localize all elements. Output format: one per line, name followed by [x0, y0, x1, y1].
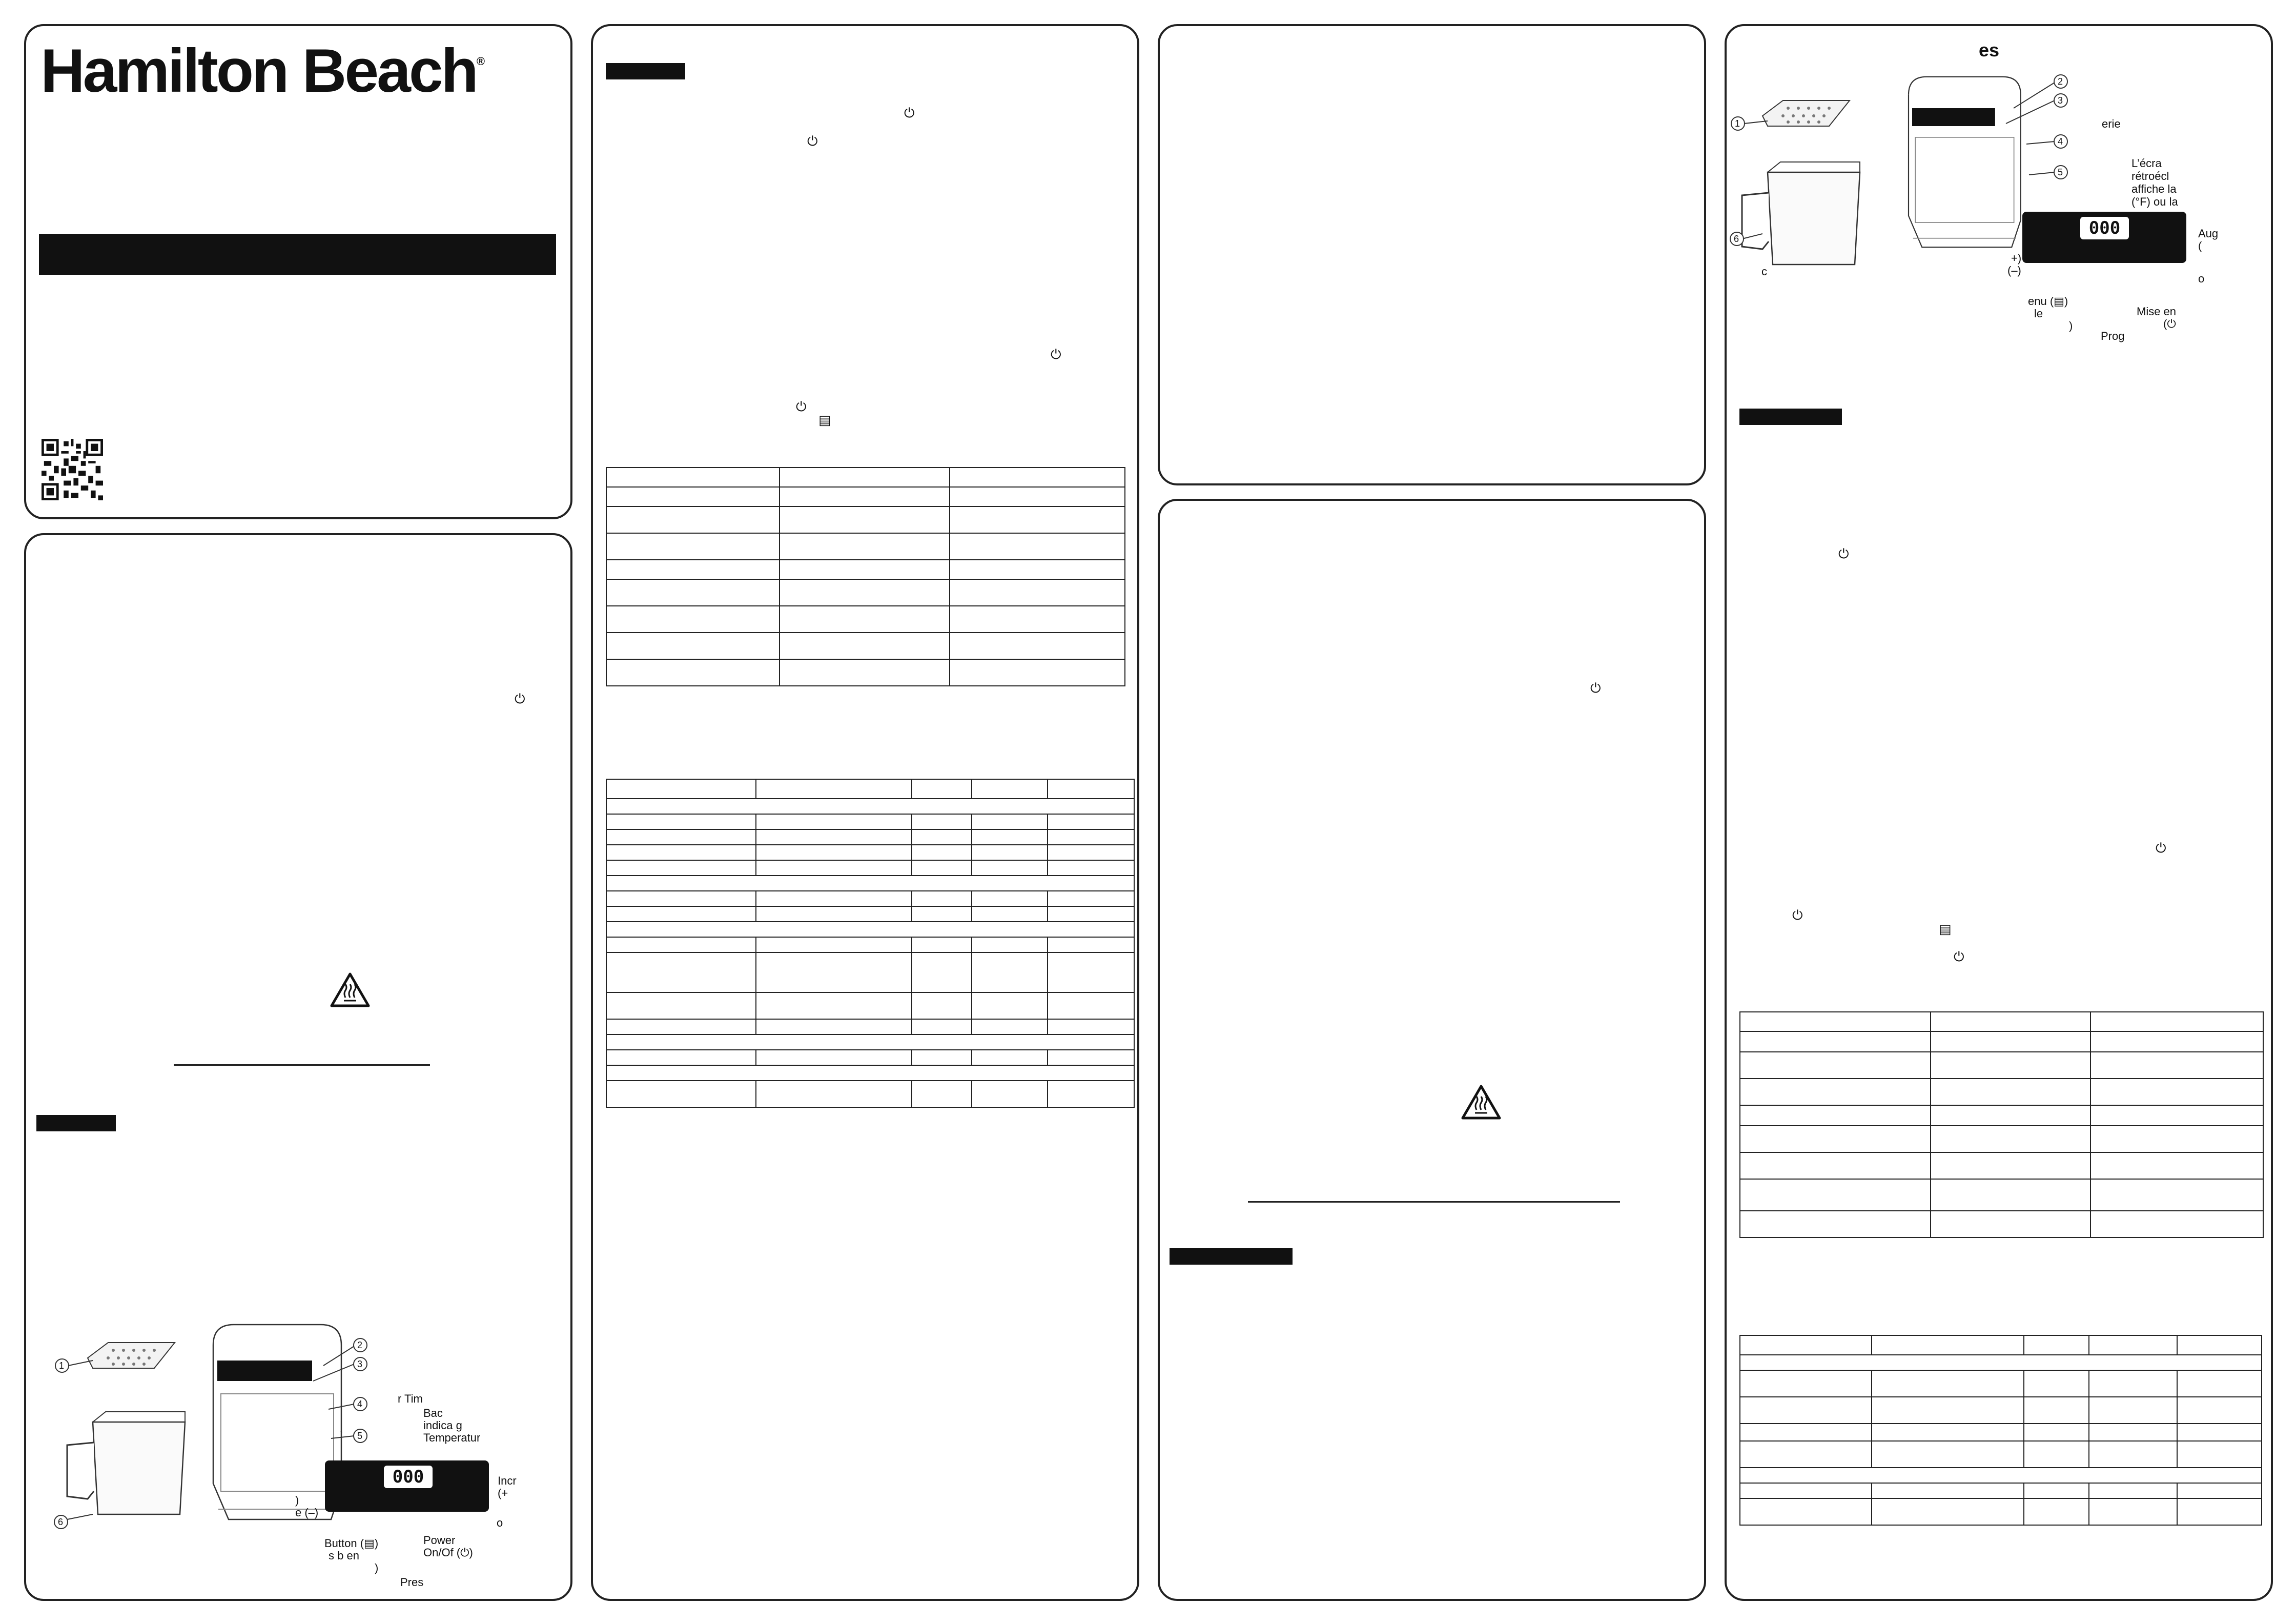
label-menu-2-en: s b en — [329, 1549, 359, 1562]
callout-6: 6 — [1734, 234, 1739, 244]
label-screen-2-fr: rétroécl — [2131, 170, 2169, 182]
callout-3: 3 — [357, 1359, 363, 1369]
label-plus-fr: +) — [2011, 252, 2022, 265]
french-instructions-panel — [1725, 24, 2273, 1601]
english-instructions-panel — [591, 24, 1139, 1601]
section-heading-bar — [1170, 1248, 1293, 1265]
label-screen-1-fr: L’écra — [2131, 157, 2162, 170]
callout-lines-en — [26, 1304, 575, 1560]
callout-4: 4 — [2058, 136, 2063, 147]
label-power-1-en: Power — [423, 1534, 456, 1547]
label-increase-1-en: Incr — [498, 1474, 517, 1487]
cover-title-bar — [39, 234, 556, 275]
french-safety-panel — [1158, 499, 1706, 1601]
label-menu-1-en: Button (▤) — [324, 1537, 379, 1550]
section-heading-bar — [606, 63, 685, 79]
label-indicator-2-en: indica g — [423, 1419, 462, 1432]
cooking-chart-en — [606, 779, 1135, 1108]
french-top-panel — [1158, 24, 1706, 485]
power-icon: ⏻ — [1051, 347, 1061, 362]
power-icon: ⏻ — [796, 399, 807, 415]
label-menu-2-fr: le — [2034, 307, 2043, 320]
callout-2: 2 — [2058, 76, 2063, 87]
section-divider — [1248, 1201, 1620, 1203]
preset-table-fr — [1739, 1011, 2264, 1238]
label-screen-3-fr: affiche la — [2131, 182, 2177, 195]
callout-4: 4 — [357, 1399, 363, 1409]
power-icon: ⏻ — [515, 692, 525, 707]
label-minus-fr: (–) — [2007, 264, 2021, 277]
label-menu-1-fr: enu (▤) — [2028, 295, 2068, 308]
english-safety-panel — [24, 533, 572, 1601]
power-icon: ⏻ — [1792, 908, 1803, 923]
label-screen-4-fr: (°F) ou la — [2131, 195, 2178, 208]
menu-icon: ▤ — [1939, 922, 1952, 937]
callout-lines-fr — [1727, 26, 2275, 334]
registered-mark: ® — [476, 55, 485, 68]
label-presets-en: Pres — [400, 1576, 424, 1589]
power-icon: ⏻ — [2156, 841, 2166, 856]
label-increase-1-fr: Aug — [2198, 227, 2219, 240]
label-c-fr: c — [1761, 265, 1767, 278]
callout-1: 1 — [59, 1361, 65, 1371]
callout-3: 3 — [2058, 95, 2063, 106]
qr-code — [42, 439, 103, 500]
label-timer-en: r Tim — [398, 1392, 423, 1405]
label-menu-3-fr: ) — [2069, 319, 2073, 332]
callout-6: 6 — [58, 1517, 64, 1527]
power-icon: ⏻ — [1954, 949, 1964, 965]
brand-name: Hamilton Beach — [40, 36, 477, 105]
callout-1: 1 — [1735, 118, 1740, 129]
section-heading-bar — [1739, 409, 1842, 425]
power-icon: ⏻ — [1590, 681, 1601, 696]
label-indicator-3-en: Temperatur — [423, 1431, 481, 1444]
label-decrease-1-en: ) — [295, 1494, 299, 1507]
french-diagram-title: es — [1979, 39, 2000, 60]
power-icon: ⏻ — [904, 106, 915, 121]
label-power-1-fr: Mise en — [2137, 305, 2177, 318]
power-icon: ⏻ — [1838, 546, 1849, 562]
preset-table-en — [606, 467, 1125, 686]
callout-5: 5 — [357, 1431, 363, 1441]
parts-diagram-en — [26, 535, 575, 1603]
label-indicator-1-en: Bac — [423, 1407, 443, 1419]
hot-surface-warning-icon — [1461, 1084, 1502, 1120]
label-decrease-2-en: e (–) — [295, 1506, 319, 1519]
label-power-2-fr: (⏻ — [2163, 317, 2176, 330]
brand-logo — [40, 35, 485, 106]
label-menu-3-en: ) — [375, 1561, 379, 1574]
label-o-fr: o — [2198, 272, 2205, 285]
label-serie-fr: erie — [2102, 117, 2121, 130]
power-icon: ⏻ — [807, 134, 818, 149]
temperature-display-en: 000 — [384, 1466, 433, 1488]
label-programs-fr: Prog — [2101, 330, 2125, 342]
label-increase-2-fr: ( — [2198, 239, 2202, 252]
menu-icon: ▤ — [818, 413, 831, 428]
label-power-2-en: On/Of (⏻) — [423, 1546, 473, 1559]
callout-2: 2 — [357, 1340, 363, 1350]
temperature-display-fr: 000 — [2080, 217, 2129, 239]
label-o-en: o — [497, 1516, 503, 1529]
cooking-chart-fr — [1739, 1335, 2262, 1526]
callout-5: 5 — [2058, 167, 2063, 177]
label-increase-2-en: (+ — [498, 1487, 508, 1499]
cover-panel — [24, 24, 572, 519]
